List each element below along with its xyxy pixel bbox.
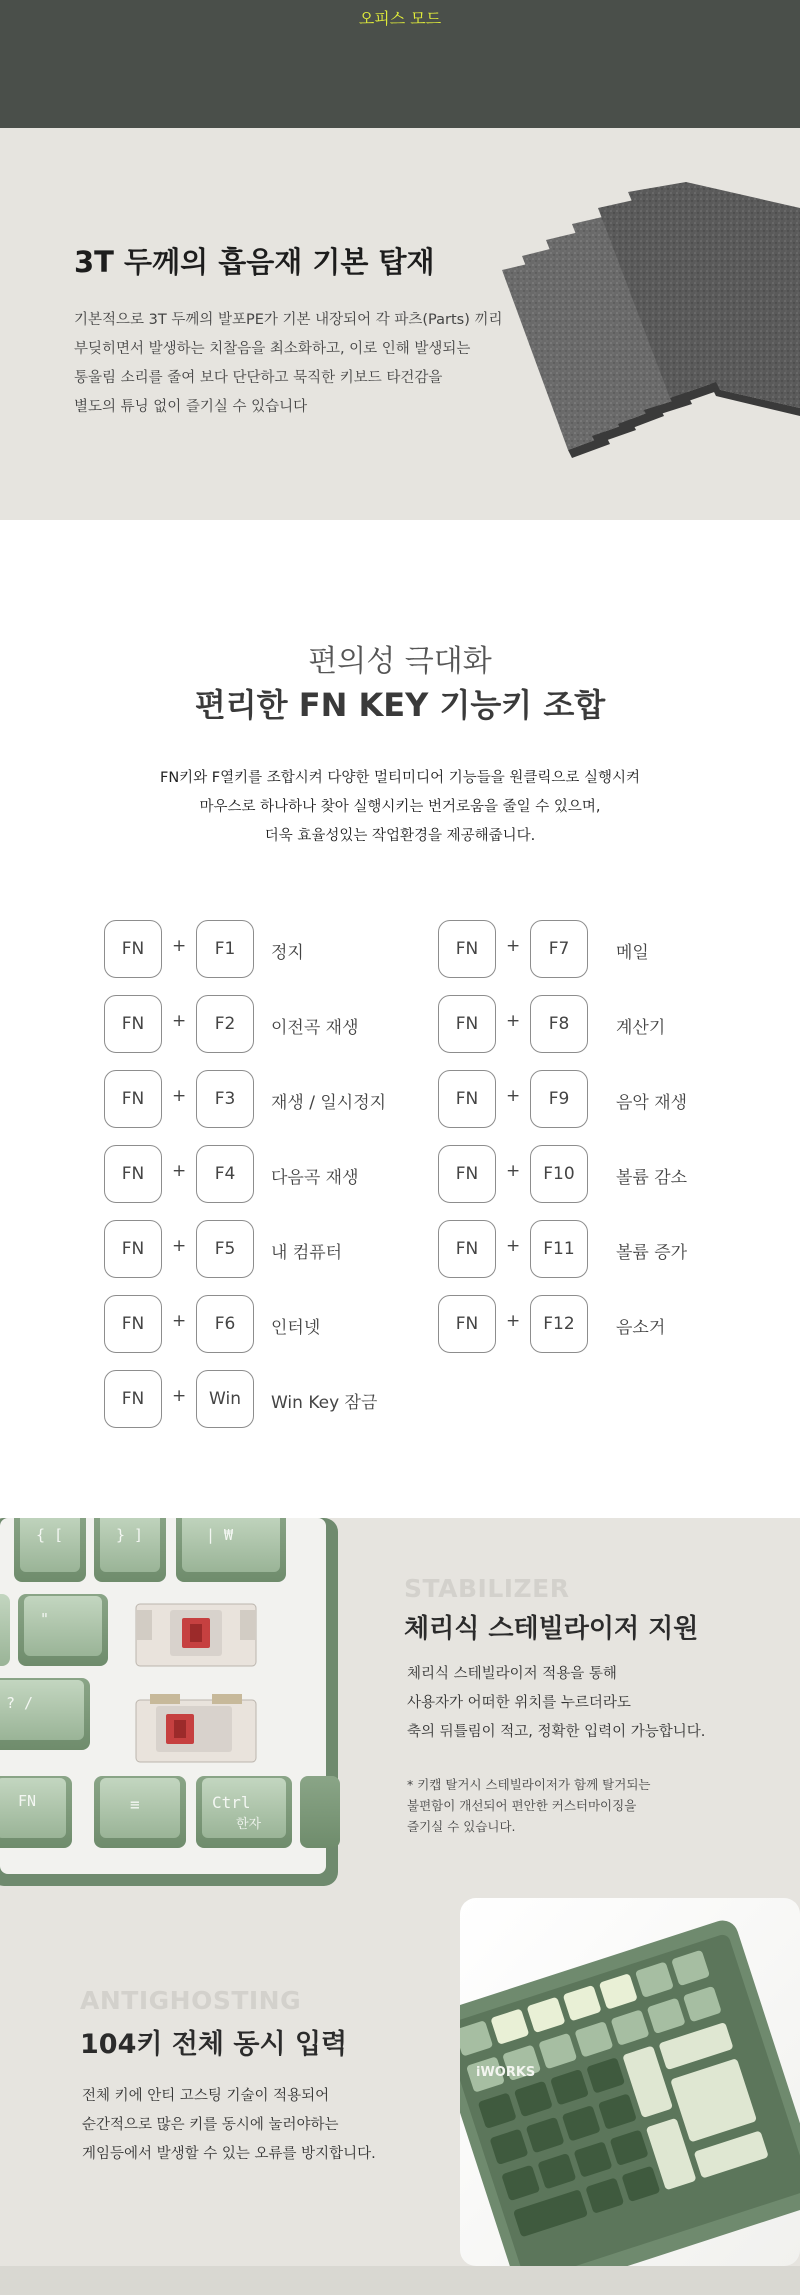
plus-sign: + [506,1311,521,1331]
stabilizer-note-line: 즐기실 수 있습니다. [407,1819,516,1834]
plus-sign: + [506,1011,521,1031]
foam-sheets-image [496,168,800,508]
plus-sign: + [506,936,521,956]
function-key: F8 [530,995,588,1053]
combo-label: 계산기 [616,1018,666,1038]
plus-sign: + [172,936,187,956]
fn-subtitle: 편의성 극대화 [308,644,492,679]
antighosting-desc-line: 순간적으로 많은 키를 동시에 눌러야하는 [82,2117,339,2133]
fn-key: FN [104,920,162,978]
plus-sign: + [172,1161,187,1181]
function-key: F7 [530,920,588,978]
combo-label: 메일 [616,943,649,963]
foam-section [0,128,800,520]
keycap-legend: " [40,1610,50,1628]
fn-key-section [0,520,800,1518]
fn-desc-line: 더욱 효율성있는 작업환경을 제공해줍니다. [264,828,536,844]
plus-sign: + [172,1011,187,1031]
keycap-legend: 한자 [236,1817,262,1832]
plus-sign: + [506,1236,521,1256]
plus-sign: + [172,1236,187,1256]
combo-label: 음악 재생 [616,1093,688,1113]
combo-label: 볼륨 증가 [616,1243,688,1263]
top-banner [0,0,800,128]
fn-desc-line: FN키와 F열키를 조합시켜 다양한 멀티미디어 기능들을 원클릭으로 실행시켜 [160,770,640,786]
mode-label: 오피스 모드 [358,9,442,28]
function-key: F2 [196,995,254,1053]
foam-desc-line: 부딪히면서 발생하는 치찰음을 최소화하고, 이로 인해 발생되는 [74,341,471,357]
fn-key: FN [438,1295,496,1353]
antighosting-desc-line: 게임등에서 발생할 수 있는 오류를 방지합니다. [82,2146,376,2162]
stabilizer-note-line: 불편함이 개선되어 편안한 커스터마이징을 [407,1798,637,1813]
plus-sign: + [506,1161,521,1181]
stabilizer-description [407,1660,705,1747]
fn-key: FN [438,995,496,1053]
function-key: F9 [530,1070,588,1128]
antighosting-keyboard-image [460,1898,800,2266]
foam-description [74,306,514,422]
function-key: F11 [530,1220,588,1278]
fn-description [0,764,800,851]
combo-label: 내 컴퓨터 [271,1243,343,1263]
stabilizer-switch [136,1604,256,1666]
plus-sign: + [172,1386,187,1406]
stabilizer-section [0,1518,800,1898]
fn-key: FN [438,1220,496,1278]
function-key: F1 [196,920,254,978]
combo-label: 다음곡 재생 [271,1168,359,1188]
fn-key: FN [104,1070,162,1128]
keycap-legend: ≡ [130,1795,140,1814]
antighosting-description [82,2082,376,2169]
stabilizer-desc-line: 체리식 스테빌라이저 적용을 통해 [407,1666,617,1682]
fn-key: FN [438,1145,496,1203]
fn-key: FN [104,1220,162,1278]
keycap-legend: | ₩ [206,1526,234,1544]
antighosting-section [0,1898,800,2266]
foam-title: 3T 두께의 흡음재 기본 탑재 [74,245,435,279]
antighosting-title: 104키 전체 동시 입력 [80,2029,348,2060]
function-key: F3 [196,1070,254,1128]
stabilizer-eng-title: STABILIZER [404,1574,570,1603]
fn-key: FN [104,1145,162,1203]
plus-sign: + [506,1086,521,1106]
fn-key: FN [104,995,162,1053]
foam-desc-line: 별도의 튜닝 없이 즐기실 수 있습니다 [74,399,308,415]
combo-label: 볼륨 감소 [616,1168,688,1188]
keycap-legend: Ctrl [212,1793,251,1812]
stabilizer-desc-line: 사용자가 어떠한 위치를 누르더라도 [407,1695,631,1711]
plus-sign: + [172,1086,187,1106]
fn-key: FN [104,1370,162,1428]
combo-label: 이전곡 재생 [271,1018,359,1038]
stabilizer-switch [136,1694,256,1762]
stabilizer-keyboard-image [0,1518,340,1890]
combo-label: 재생 / 일시정지 [271,1093,387,1113]
stabilizer-note-line: * 키캡 탈거시 스테빌라이저가 함께 탈거되는 [407,1777,651,1792]
keycap-legend: { [ [36,1526,64,1544]
function-key: F5 [196,1220,254,1278]
stabilizer-note [407,1774,650,1837]
keycap-legend: } ] [116,1526,144,1544]
fn-title: 편리한 FN KEY 기능키 조합 [194,686,606,724]
keycap-legend: FN [18,1792,37,1810]
function-key: Win [196,1370,254,1428]
foam-desc-line: 기본적으로 3T 두께의 발포PE가 기본 내장되어 각 파츠(Parts) 끼리 [74,312,503,328]
function-key: F12 [530,1295,588,1353]
combo-label: 음소거 [616,1318,666,1338]
bottom-band [0,2266,800,2295]
plus-sign: + [172,1311,187,1331]
function-key: F6 [196,1295,254,1353]
fn-key: FN [438,1070,496,1128]
fn-desc-line: 마우스로 하나하나 찾아 실행시키는 번거로움을 줄일 수 있으며, [199,799,601,815]
brand-logo: iWORKS [476,2065,536,2080]
stabilizer-title: 체리식 스테빌라이저 지원 [404,1614,699,1644]
fn-key: FN [104,1295,162,1353]
combo-label: Win Key 잠금 [271,1393,378,1413]
fn-key: FN [438,920,496,978]
combo-label: 정지 [271,943,304,963]
function-key: F4 [196,1145,254,1203]
antighosting-eng-title: ANTIGHOSTING [80,1986,302,2015]
antighosting-desc-line: 전체 키에 안티 고스팅 기술이 적용되어 [82,2088,330,2104]
combo-label: 인터넷 [271,1318,321,1338]
stabilizer-desc-line: 축의 뒤틀림이 적고, 정확한 입력이 가능합니다. [407,1724,706,1740]
foam-desc-line: 통울림 소리를 줄여 보다 단단하고 묵직한 키보드 타건감을 [74,370,443,386]
function-key: F10 [530,1145,588,1203]
keycap-legend: ? / [6,1694,34,1712]
